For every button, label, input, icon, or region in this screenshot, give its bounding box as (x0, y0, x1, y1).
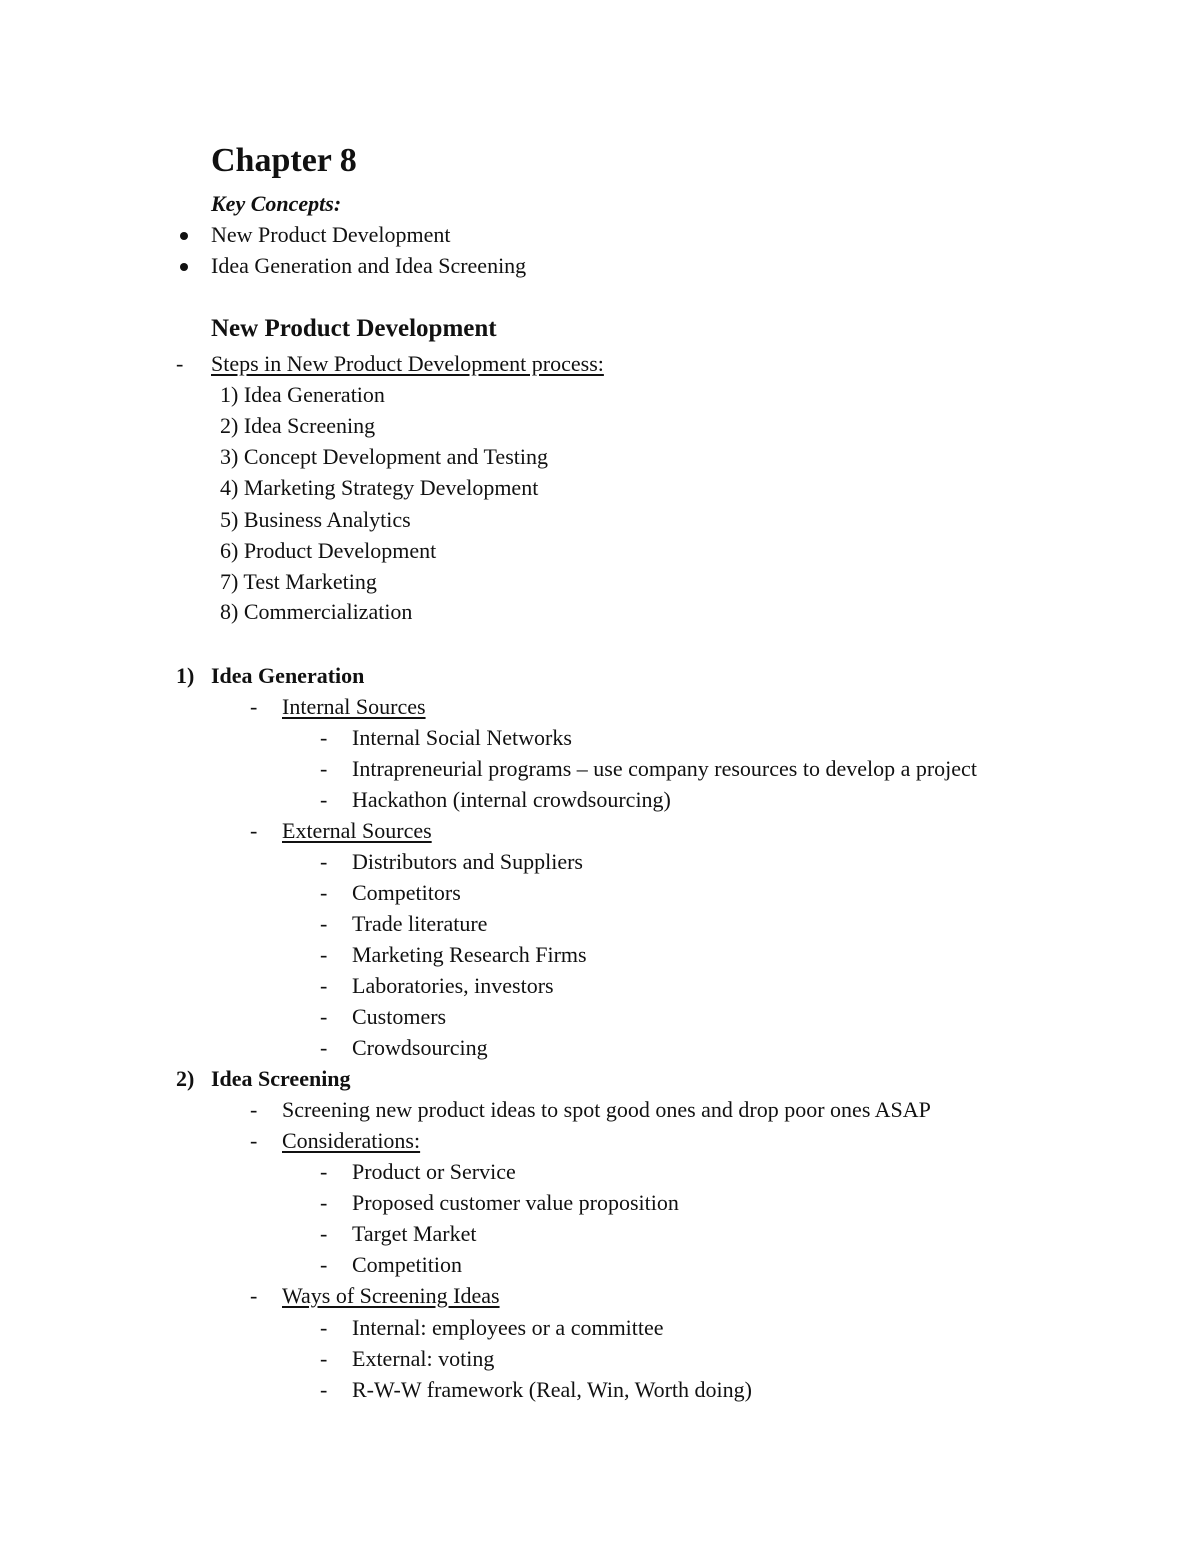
dash-marker: - (250, 818, 258, 843)
screening-way-item: Internal: employees or a committee (352, 1315, 664, 1340)
dash-marker: - (176, 351, 184, 376)
external-source-item: Marketing Research Firms (352, 942, 587, 967)
external-source-item: Customers (352, 1004, 447, 1029)
consideration-item: Proposed customer value proposition (352, 1190, 679, 1215)
ways-label: Ways of Screening Ideas (282, 1283, 500, 1308)
dash-marker: - (320, 1004, 328, 1029)
internal-source-item: Intrapreneurial programs – use company resources to develop a project (352, 756, 977, 781)
dash-marker: - (320, 880, 328, 905)
npd-step: 5) Business Analytics (220, 507, 411, 532)
considerations-label: Considerations: (282, 1128, 421, 1153)
dash-marker: - (250, 1128, 258, 1153)
idea-generation-heading: Idea Generation (211, 663, 365, 688)
page-title: Chapter 8 (211, 142, 357, 179)
consideration-item: Product or Service (352, 1159, 516, 1184)
npd-steps-label: Steps in New Product Development process: (211, 351, 604, 376)
dash-marker: - (320, 756, 328, 781)
npd-step: 1) Idea Generation (220, 382, 385, 407)
npd-step: 8) Commercialization (220, 599, 413, 624)
external-source-item: Distributors and Suppliers (352, 849, 583, 874)
dash-marker: - (320, 1346, 328, 1371)
external-source-item: Laboratories, investors (352, 973, 554, 998)
section-number: 1) (176, 663, 195, 688)
dash-marker: - (320, 1315, 328, 1340)
dash-marker: - (320, 1035, 328, 1060)
bullet-icon (180, 232, 188, 240)
external-sources-label: External Sources (282, 818, 432, 843)
key-concept-item: Idea Generation and Idea Screening (211, 253, 527, 278)
internal-sources-label: Internal Sources (282, 694, 426, 719)
dash-marker: - (320, 787, 328, 812)
npd-heading: New Product Development (211, 315, 497, 342)
external-source-item: Crowdsourcing (352, 1035, 488, 1060)
section-number: 2) (176, 1066, 195, 1091)
dash-marker: - (320, 1221, 328, 1246)
idea-screening-intro: Screening new product ideas to spot good ones and drop poor ones ASAP (282, 1097, 931, 1122)
dash-marker: - (320, 973, 328, 998)
idea-screening-heading: Idea Screening (211, 1066, 351, 1091)
consideration-item: Competition (352, 1252, 462, 1277)
dash-marker: - (320, 1190, 328, 1215)
screening-way-item: External: voting (352, 1346, 495, 1371)
npd-step: 4) Marketing Strategy Development (220, 475, 539, 500)
bullet-icon (180, 263, 188, 271)
external-source-item: Competitors (352, 880, 461, 905)
dash-marker: - (250, 1097, 258, 1122)
dash-marker: - (320, 911, 328, 936)
screening-way-item: R-W-W framework (Real, Win, Worth doing) (352, 1377, 752, 1402)
npd-step: 7) Test Marketing (220, 569, 377, 594)
key-concepts-heading: Key Concepts: (211, 191, 342, 216)
npd-step: 2) Idea Screening (220, 413, 376, 438)
key-concept-item: New Product Development (211, 222, 451, 247)
consideration-item: Target Market (352, 1221, 477, 1246)
dash-marker: - (320, 942, 328, 967)
dash-marker: - (320, 849, 328, 874)
dash-marker: - (250, 694, 258, 719)
external-source-item: Trade literature (352, 911, 488, 936)
dash-marker: - (320, 1377, 328, 1402)
internal-source-item: Internal Social Networks (352, 725, 572, 750)
internal-source-item: Hackathon (internal crowdsourcing) (352, 787, 671, 812)
dash-marker: - (320, 1252, 328, 1277)
npd-step: 6) Product Development (220, 538, 437, 563)
npd-step: 3) Concept Development and Testing (220, 444, 548, 469)
dash-marker: - (320, 1159, 328, 1184)
dash-marker: - (250, 1283, 258, 1308)
dash-marker: - (320, 725, 328, 750)
